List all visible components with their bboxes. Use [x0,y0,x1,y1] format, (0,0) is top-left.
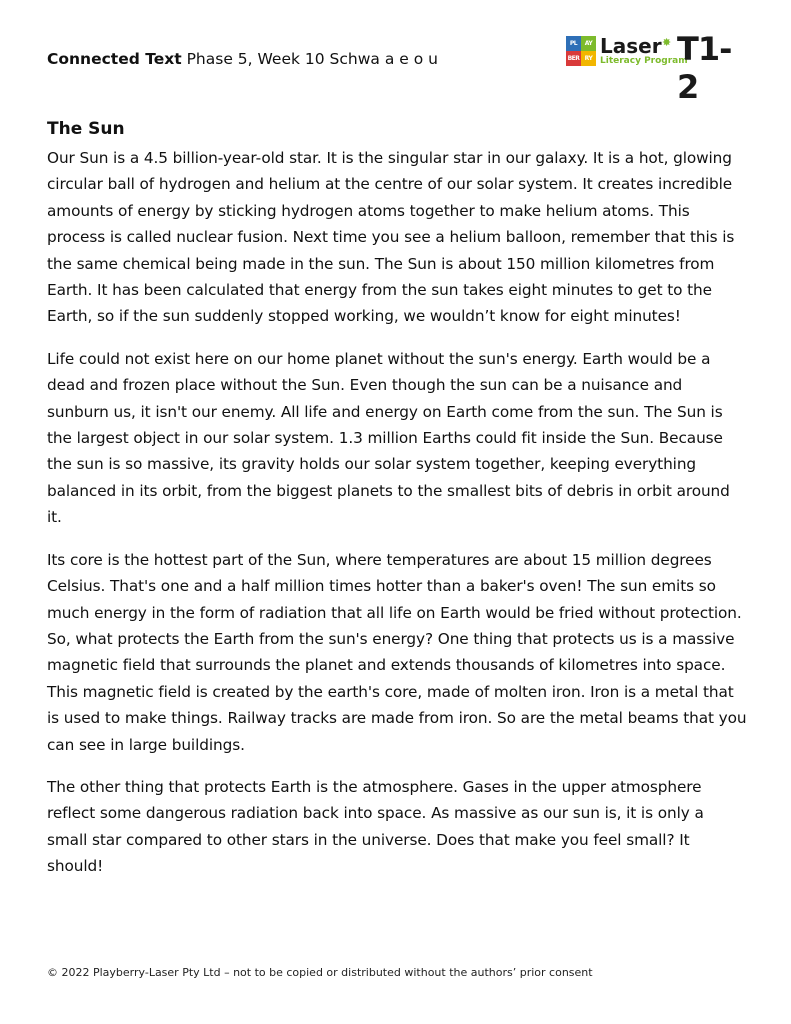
logo-block-4: RY [581,51,596,66]
document-title: The Sun [47,119,125,139]
paragraph: The other thing that protects Earth is the atmosphere. Gases in the upper atmosphere reflect some dangerous radiation back into space. As massive as our sun is, it is only a small star compared to other stars in the universe. Does that make you feel small? It should! [47,777,704,876]
logo-level: T1-2 [677,30,732,106]
header-label-bold: Connected Text [47,50,182,68]
logo-block-2: AY [581,36,596,51]
logo-block-1: PL [566,36,581,51]
paragraph: Its core is the hottest part of the Sun, where temperatures are about 15 million degrees Celsius. That's one and a half million times hotter than a baker's oven! The sun emits so much energy in the form of radiation that all life on Earth would be fried without protection. So, what protects the Earth from the sun's energy? One thing that protects us is a massive magnetic field that surrounds the planet and extends thousands of kilometres into space. This magnetic field is created by the earth's core, made of molten iron. Iron is a metal that is used to make things. Railway tracks are made from iron. So are the metal beams that you can see in large buildings. [47,550,747,754]
header-label-rest: Phase 5, Week 10 Schwa a e o u [181,50,438,68]
starburst-icon: ✸ [662,36,672,49]
playberry-blocks-icon [566,36,596,66]
page-header [47,50,438,68]
logo-subtitle: Literacy Program [600,56,688,66]
logo-block-3: BER [566,51,581,66]
document-body [47,145,747,896]
copyright-footer: © 2022 Playberry-Laser Pty Ltd – not to be copied or distributed without the authors’ prior consent [47,966,593,979]
logo-word: Laser [600,34,662,58]
playberry-laser-logo [566,30,746,106]
paragraph: Our Sun is a 4.5 billion-year-old star. It is the singular star in our galaxy. It is a hot, glowing circular ball of hydrogen and helium at the centre of our solar system. It creates incredible amounts of energy by sticking hydrogen atoms together to make helium atoms. This process is called nuclear fusion. Next time you see a helium balloon, remember that this is the same chemical being made in the sun. The Sun is about 150 million kilometres from Earth. It has been calculated that energy from the sun takes eight minutes to get to the Earth, so if the sun suddenly stopped working, we wouldn’t know for eight minutes! [47,149,735,326]
paragraph: Life could not exist here on our home planet without the sun's energy. Earth would be a dead and frozen place without the Sun. Even though the sun can be a nuisance and sunburn us, it isn't our enemy. All life and energy on Earth come from the sun. The Sun is the largest object in our solar system. 1.3 million Earths could fit inside the Sun. Because the sun is so massive, its gravity holds our solar system together, keeping everything balanced in its orbit, from the biggest planets to the smallest bits of debris in orbit around it. [47,349,730,527]
